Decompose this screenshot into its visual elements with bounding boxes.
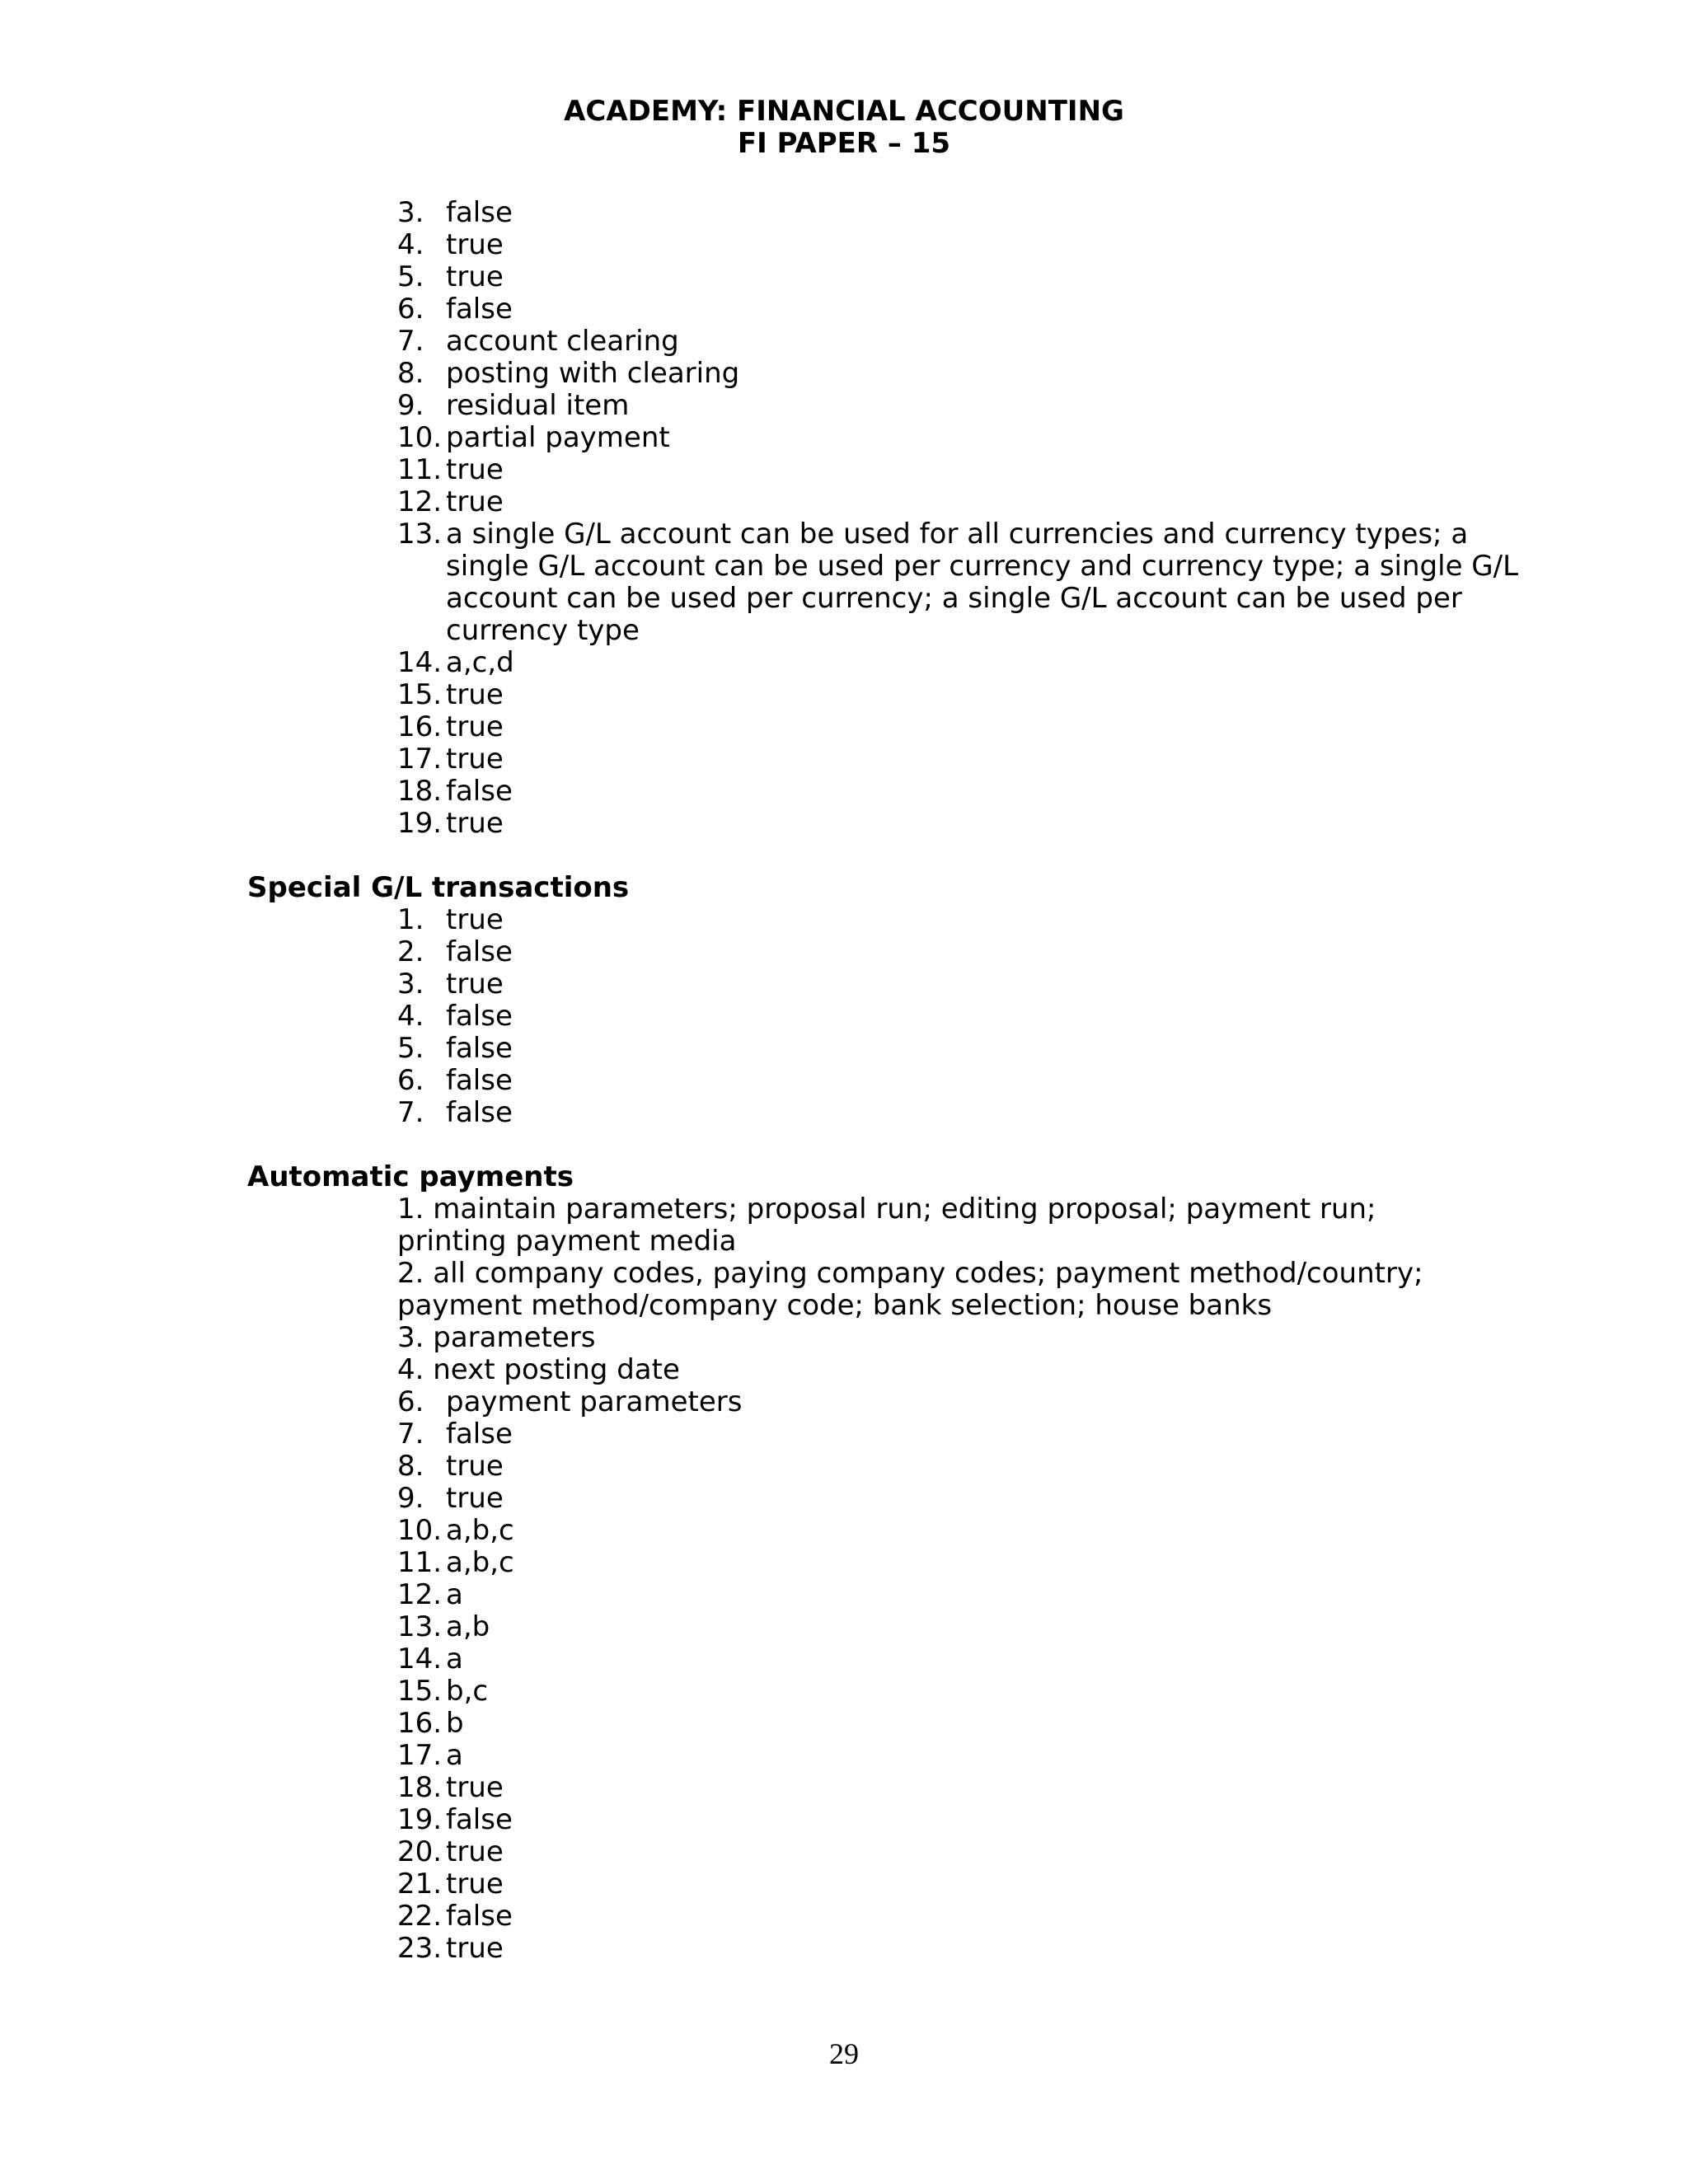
list-item-number: 4. xyxy=(397,228,424,261)
list-item-number: 2. xyxy=(397,935,424,968)
list-item xyxy=(0,936,1688,968)
list-item-number: 16. xyxy=(397,710,443,743)
list-item xyxy=(0,1772,1688,1804)
list-item xyxy=(0,1097,1688,1129)
list-item xyxy=(0,454,1688,486)
list-item xyxy=(0,679,1688,711)
list-item-number: 13. xyxy=(397,1610,443,1643)
list-item-text: a,b xyxy=(446,1610,490,1643)
list-item-text: posting with clearing xyxy=(446,357,740,390)
list-item-number: 15. xyxy=(397,678,443,711)
list-item-text: true xyxy=(446,903,504,936)
list-item-text: b,c xyxy=(446,1675,489,1708)
list-item-number: 20. xyxy=(397,1835,443,1868)
list-item-number: 5. xyxy=(397,260,424,293)
list-item xyxy=(0,1708,1688,1740)
list-item-number: 6. xyxy=(397,1064,424,1097)
list-item xyxy=(0,358,1688,390)
list-item xyxy=(0,1804,1688,1836)
list-item-text: partial payment xyxy=(446,421,670,454)
automatic-payments-list xyxy=(0,1386,1688,1965)
list-item xyxy=(0,904,1688,936)
list-item-text: true xyxy=(446,710,504,743)
list-item-number: 7. xyxy=(397,1096,424,1129)
automatic-payments-paragraphs xyxy=(0,1193,1688,1386)
list-item-text: false xyxy=(446,935,513,968)
list-item xyxy=(0,1483,1688,1515)
list-item-number: 6. xyxy=(397,1385,424,1418)
list-item xyxy=(0,1868,1688,1900)
list-item-number: 21. xyxy=(397,1868,443,1900)
list-item-number: 17. xyxy=(397,743,443,776)
list-item-text: b xyxy=(446,1707,464,1740)
list-item-text: true xyxy=(446,260,504,293)
list-item xyxy=(0,968,1688,1001)
list-item-text: false xyxy=(446,1418,513,1451)
list-item xyxy=(0,422,1688,454)
list-item-text: true xyxy=(446,1771,504,1804)
list-item-text: payment parameters xyxy=(446,1385,743,1418)
list-item xyxy=(0,486,1688,518)
list-item-number: 6. xyxy=(397,293,424,326)
list-item xyxy=(0,1065,1688,1097)
list-item xyxy=(0,326,1688,358)
list-item xyxy=(0,1547,1688,1579)
list-item xyxy=(0,1900,1688,1933)
list-item-text: a,b,c xyxy=(446,1514,514,1547)
list-item xyxy=(0,1643,1688,1675)
list-item-number: 9. xyxy=(397,389,424,422)
list-item-number: 14. xyxy=(397,646,443,679)
list-item-text: a xyxy=(446,1643,463,1675)
list-item xyxy=(0,1515,1688,1547)
section-title-special-gl: Special G/L transactions xyxy=(247,871,630,904)
list-item-number: 3. xyxy=(397,968,424,1001)
list-item-text: false xyxy=(446,1064,513,1097)
list-item xyxy=(0,518,1688,647)
list-item-text: a xyxy=(446,1739,463,1772)
list-item-text: true xyxy=(446,743,504,776)
list-item xyxy=(0,743,1688,776)
list-item-number: 10. xyxy=(397,421,443,454)
list-item-text: a single G/L account can be used for all currencies and currency types; a single G/L account can be used per currency and currency type; a single G/L account can be used per currency; a single G/L account can be used per currency type xyxy=(446,518,1519,647)
list-item-text: false xyxy=(446,1900,513,1933)
list-item-text: false xyxy=(446,775,513,808)
list-item xyxy=(0,1001,1688,1033)
list-item-text: true xyxy=(446,228,504,261)
list-item xyxy=(0,1675,1688,1708)
list-item xyxy=(0,1611,1688,1643)
list-item-number: 23. xyxy=(397,1932,443,1965)
list-item-number: 12. xyxy=(397,485,443,518)
list-item-number: 17. xyxy=(397,1739,443,1772)
list-item-text: false xyxy=(446,293,513,326)
list-item-number: 22. xyxy=(397,1900,443,1933)
list-item-text: true xyxy=(446,968,504,1001)
page-header xyxy=(0,96,1688,160)
list-item-text: true xyxy=(446,1932,504,1965)
answer-list-1b xyxy=(0,647,1688,840)
list-item xyxy=(0,1418,1688,1451)
list-item xyxy=(0,1033,1688,1065)
list-item-number: 8. xyxy=(397,357,424,390)
list-item-text: false xyxy=(446,1803,513,1836)
list-item-text: true xyxy=(446,807,504,840)
answer-paragraph: 3. parameters xyxy=(397,1321,596,1354)
list-item-number: 7. xyxy=(397,1418,424,1451)
list-item-number: 18. xyxy=(397,1771,443,1804)
answer-list-1 xyxy=(0,197,1688,518)
list-item-number: 16. xyxy=(397,1707,443,1740)
list-item xyxy=(0,1386,1688,1418)
list-item-text: false xyxy=(446,1096,513,1129)
list-item xyxy=(0,647,1688,679)
list-item-text: a,b,c xyxy=(446,1546,514,1579)
list-item-text: false xyxy=(446,196,513,229)
list-item-number: 19. xyxy=(397,1803,443,1836)
list-item xyxy=(0,1451,1688,1483)
list-item-text: true xyxy=(446,1835,504,1868)
list-item xyxy=(0,293,1688,326)
header-subtitle: FI PAPER – 15 xyxy=(737,127,951,160)
list-item-number: 12. xyxy=(397,1578,443,1611)
list-item xyxy=(0,808,1688,840)
list-item xyxy=(0,197,1688,229)
list-item-number: 5. xyxy=(397,1032,424,1065)
list-item-text: true xyxy=(446,485,504,518)
answer-paragraph: 2. all company codes, paying company codes; payment method/country; payment method/company code; bank selection; house banks xyxy=(397,1257,1423,1322)
list-item xyxy=(0,390,1688,422)
list-item-number: 19. xyxy=(397,807,443,840)
list-item-text: false xyxy=(446,1000,513,1033)
list-item xyxy=(0,1933,1688,1965)
page-content xyxy=(0,197,1688,1965)
header-title: ACADEMY: FINANCIAL ACCOUNTING xyxy=(564,95,1124,128)
list-item-number: 11. xyxy=(397,1546,443,1579)
list-item xyxy=(0,229,1688,261)
list-item-number: 14. xyxy=(397,1643,443,1675)
list-item xyxy=(0,1836,1688,1868)
list-item-text: account clearing xyxy=(446,325,679,358)
list-item-number: 7. xyxy=(397,325,424,358)
list-item-text: a,c,d xyxy=(446,646,514,679)
list-item-number: 1. xyxy=(397,903,424,936)
list-item-text: true xyxy=(446,678,504,711)
list-item-text: true xyxy=(446,453,504,486)
list-item xyxy=(0,1579,1688,1611)
list-item-text: residual item xyxy=(446,389,630,422)
list-item-number: 3. xyxy=(397,196,424,229)
special-gl-list xyxy=(0,904,1688,1129)
list-item-text: a xyxy=(446,1578,463,1611)
list-item-number: 8. xyxy=(397,1450,424,1483)
list-item-number: 4. xyxy=(397,1000,424,1033)
list-item xyxy=(0,261,1688,293)
list-item-number: 10. xyxy=(397,1514,443,1547)
answer-paragraph: 4. next posting date xyxy=(397,1353,680,1386)
list-item-number: 9. xyxy=(397,1482,424,1515)
list-item-number: 15. xyxy=(397,1675,443,1708)
list-item-text: true xyxy=(446,1450,504,1483)
page-number: 29 xyxy=(829,2037,859,2070)
list-item-text: true xyxy=(446,1868,504,1900)
list-item xyxy=(0,776,1688,808)
list-item-number: 13. xyxy=(397,518,443,551)
list-item-number: 18. xyxy=(397,775,443,808)
answer-paragraph: 1. maintain parameters; proposal run; editing proposal; payment run; printing payment media xyxy=(397,1193,1376,1258)
list-item-text: true xyxy=(446,1482,504,1515)
list-item xyxy=(0,711,1688,743)
list-item-text: false xyxy=(446,1032,513,1065)
list-item xyxy=(0,1740,1688,1772)
list-item-number: 11. xyxy=(397,453,443,486)
section-title-automatic-payments: Automatic payments xyxy=(247,1160,574,1193)
